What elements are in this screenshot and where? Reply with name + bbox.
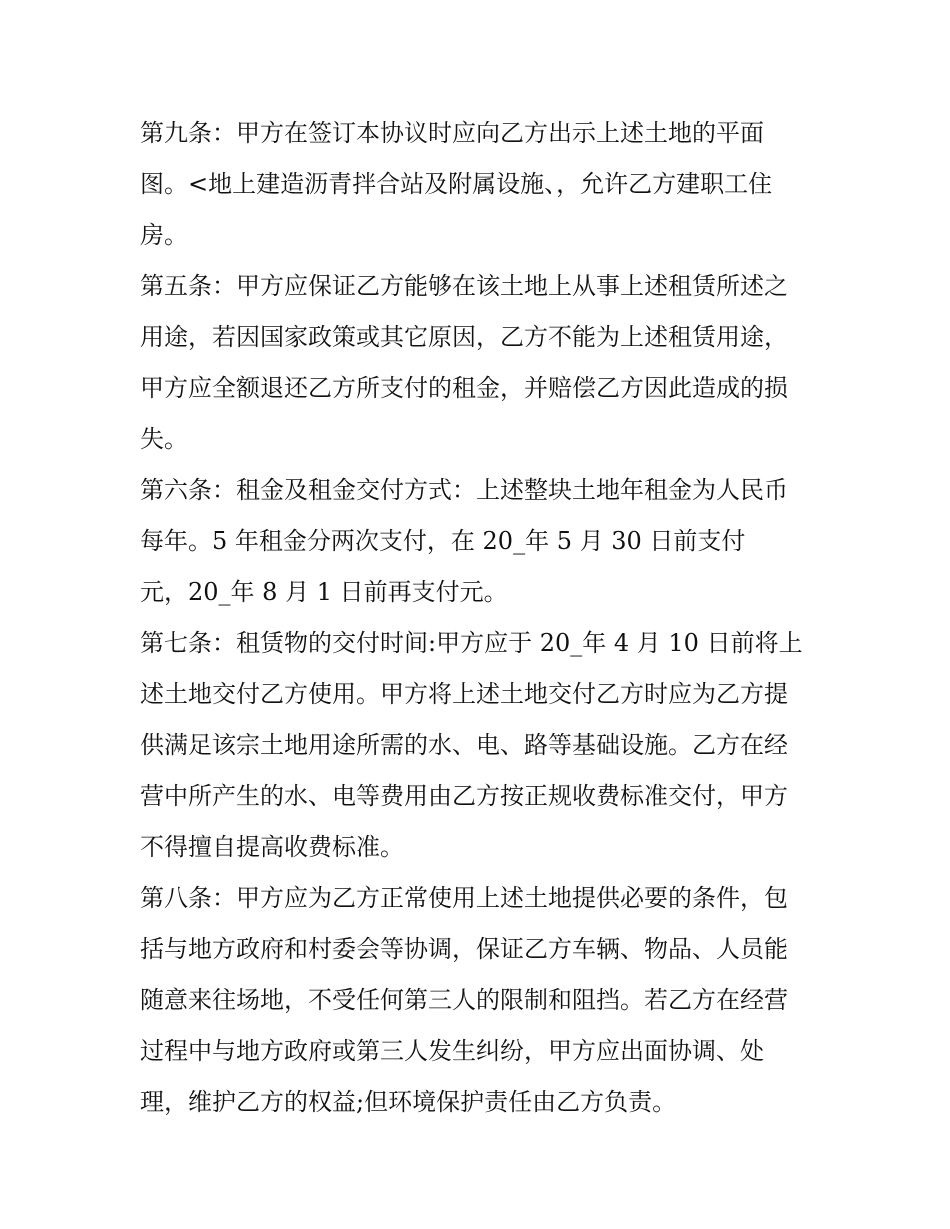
text-line: 甲方应全额退还乙方所支付的租金，并赔偿乙方因此造成的损 [140, 374, 788, 402]
clause-9-paragraph [140, 108, 820, 261]
clause-7-paragraph [140, 618, 820, 873]
clause-5-paragraph [140, 261, 820, 465]
text-line: 失。 [140, 425, 188, 453]
text-line: 不得擅自提高收费标准。 [140, 833, 404, 861]
text-line: 图。<地上建造沥青拌合站及附属设施、，允许乙方建职工住 [140, 170, 773, 198]
text-line: 房。 [140, 221, 188, 249]
text-line: 过程中与地方政府或第三人发生纠纷，甲方应出面协调、处 [140, 1037, 764, 1065]
text-line: 用途，若因国家政策或其它原因，乙方不能为上述租赁用途， [140, 323, 788, 351]
text-line: 理，维护乙方的权益;但环境保护责任由乙方负责。 [140, 1088, 677, 1116]
text-line: 第七条：租赁物的交付时间:甲方应于 20_年 4 月 10 日前将上 [140, 629, 803, 657]
text-line: 供满足该宗土地用途所需的水、电、路等基础设施。乙方在经 [140, 731, 788, 759]
text-line: 第六条：租金及租金交付方式：上述整块土地年租金为人民币 [140, 476, 788, 504]
text-line: 每年。5 年租金分两次支付，在 20_年 5 月 30 日前支付 [140, 527, 746, 555]
text-line: 第五条：甲方应保证乙方能够在该土地上从事上述租赁所述之 [140, 272, 788, 300]
document-body [140, 108, 820, 1128]
clause-8-paragraph [140, 873, 820, 1128]
text-line: 述土地交付乙方使用。甲方将上述土地交付乙方时应为乙方提 [140, 680, 788, 708]
text-line: 第八条：甲方应为乙方正常使用上述土地提供必要的条件，包 [140, 884, 788, 912]
text-line: 随意来往场地，不受任何第三人的限制和阻挡。若乙方在经营 [140, 986, 788, 1014]
text-line: 元，20_年 8 月 1 日前再支付元。 [140, 578, 508, 606]
text-line: 括与地方政府和村委会等协调，保证乙方车辆、物品、人员能 [140, 935, 788, 963]
text-line: 营中所产生的水、电等费用由乙方按正规收费标准交付，甲方 [140, 782, 788, 810]
text-line: 第九条：甲方在签订本协议时应向乙方出示上述土地的平面 [140, 119, 764, 147]
clause-6-paragraph [140, 465, 820, 618]
